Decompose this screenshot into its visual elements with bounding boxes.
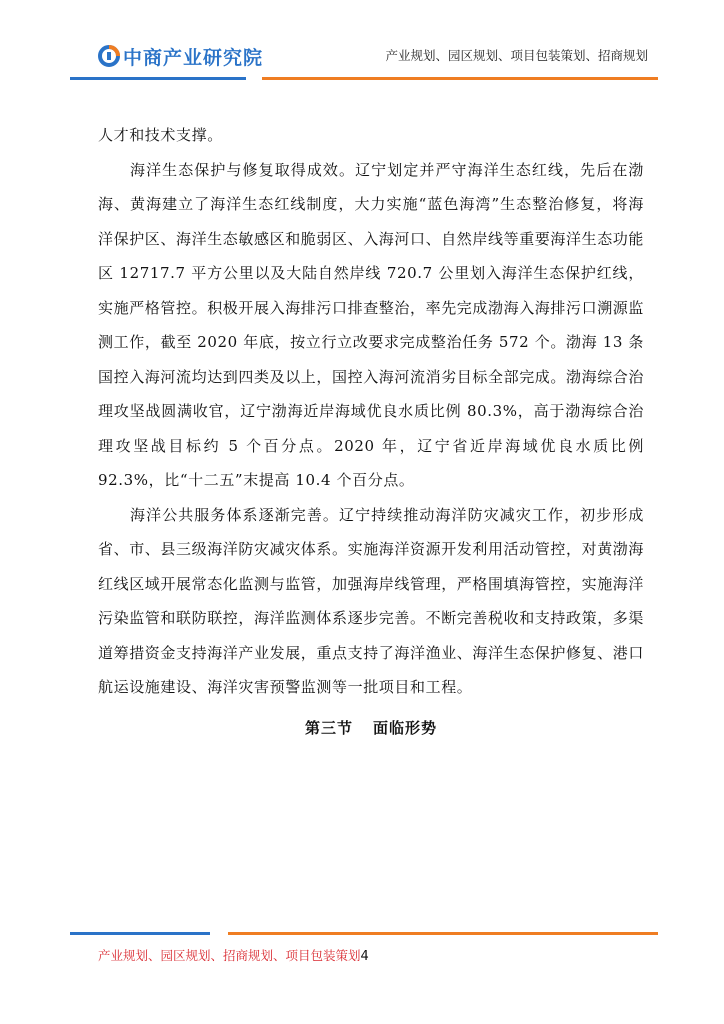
company-logo: [98, 41, 263, 71]
section-heading: [98, 711, 644, 745]
document-body: [98, 118, 644, 745]
section-number: 第三节: [304, 718, 353, 737]
page-number: 4: [360, 949, 369, 964]
header-divider-orange: [262, 77, 658, 80]
footer-divider-blue: [70, 932, 210, 935]
page-header: [0, 0, 724, 84]
logo-text: 中商产业研究院: [123, 46, 264, 69]
section-title-text: 面临形势: [373, 718, 438, 737]
paragraph-ecology: 海洋生态保护与修复取得成效。辽宁划定并严守海洋生态红线，先后在渤海、黄海建立了海洋生态红线制度，大力实施“蓝色海湾”生态整治修复，将海洋保护区、海洋生态敏感区和脆弱区、入海河口、自然岸线等重要海洋生态功能区 12717.7 平方公里以及大陆自然岸线 720.7 公里划入海洋生态保护红线，实施严格管控。积极开展入海排污口排查整治，率先完成渤海入海排污口溯源监测工作，截至 2020 年底，按立行立改要求完成整治任务 572 个。渤海 13 条国控入海河流均达到四类及以上，国控入海河流消劣目标全部完成。渤海综合治理攻坚战圆满收官，辽宁渤海近岸海域优良水质比例 80.3%，高于渤海综合治理攻坚战目标约 5 个百分点。2020 年，辽宁省近岸海域优良水质比例 92.3%，比“十二五”末提高 10.4 个百分点。: [98, 160, 645, 489]
paragraph-public-service: 海洋公共服务体系逐渐完善。辽宁持续推动海洋防灾减灾工作，初步形成省、市、县三级海洋防灾减灾体系。实施海洋资源开发利用活动管控，对黄渤海红线区域开展常态化监测与监管，加强海岸线管理，严格围填海管控，实施海洋污染监管和联防联控，海洋监测体系逐步完善。不断完善税收和支持政策，多渠道筹措资金支持海洋产业发展，重点支持了海洋渔业、海洋生态保护修复、港口航运设施建设、海洋灾害预警监测等一批项目和工程。: [98, 505, 645, 696]
logo-icon: [98, 45, 120, 67]
footer-divider-orange: [228, 932, 658, 935]
page-footer: [98, 946, 369, 964]
header-divider-blue: [70, 77, 246, 80]
header-tagline: 产业规划、园区规划、项目包装策划、招商规划: [385, 48, 648, 63]
footer-tagline: 产业规划、园区规划、招商规划、项目包装策划: [98, 948, 361, 963]
paragraph-continuation: 人才和技术支撑。: [98, 126, 223, 144]
